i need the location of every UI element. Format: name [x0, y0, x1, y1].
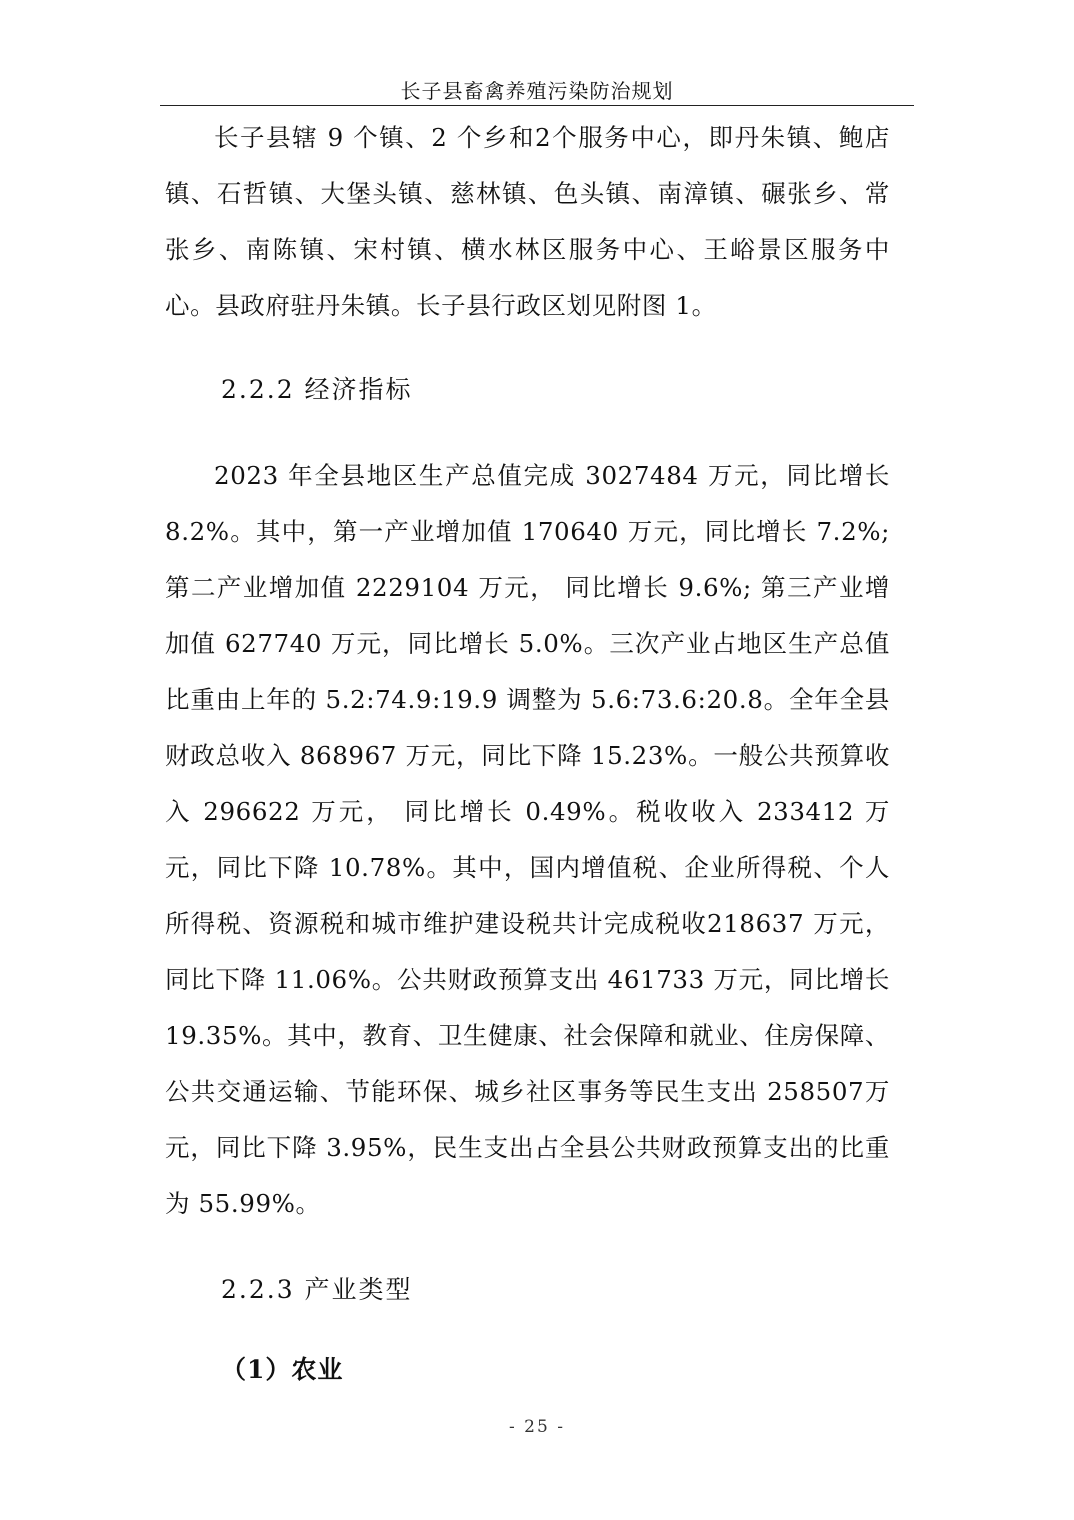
spacer: [165, 1318, 890, 1342]
spacer: [165, 418, 890, 448]
subsection-heading-agriculture: （1）农业: [221, 1355, 344, 1384]
page-number: - 25 -: [509, 1417, 565, 1437]
running-header: 长子县畜禽养殖污染防治规划: [400, 79, 674, 103]
section-heading-economy: 2.2.2 经济指标: [221, 375, 413, 404]
section-heading-industry: 2.2.3 产业类型: [221, 1275, 413, 1304]
administrative-division-paragraph: 长子县辖 9 个镇、2 个乡和2个服务中心，即丹朱镇、鲍店镇、石哲镇、大堡头镇、慈林镇、色头镇、南漳镇、碾张乡、常张乡、南陈镇、宋村镇、横水林区服务中心、王峪景区服务中心。县政府驻丹朱镇。长子县行政区划见附图 1。: [165, 123, 890, 320]
header-divider: [160, 105, 914, 106]
spacer: [165, 1232, 890, 1262]
page-body: [165, 110, 890, 1398]
economic-indicators-paragraph: 2023 年全县地区生产总值完成 3027484 万元，同比增长 8.2%。其中，第一产业增加值 170640 万元，同比增长 7.2%; 第二产业增加值 2229104 万元， 同比增长 9.6%; 第三产业增加值 627740 万元，同比增长 5.0%。三次产业占地区生产总值比重由上年的 5.2:74.9:19.9 调整为 5.6:73.6:20.8。全年全县财政总收入 868967 万元，同比下降 15.23%。一般公共预算收入 296622 万元， 同比增长 0.49%。税收收入 233412 万元，同比下降 10.78%。其中，国内增值税、企业所得税、个人所得税、资源税和城市维护建设税共计完成税收218637 万元，同比下降 11.06%。公共财政预算支出 461733 万元，同比增长 19.35%。其中，教育、卫生健康、社会保障和就业、住房保障、公共交通运输、节能环保、城乡社区事务等民生支出 258507万元，同比下降 3.95%，民生支出占全县公共财政预算支出的比重为 55.99%。: [165, 461, 890, 1218]
spacer: [165, 334, 890, 362]
